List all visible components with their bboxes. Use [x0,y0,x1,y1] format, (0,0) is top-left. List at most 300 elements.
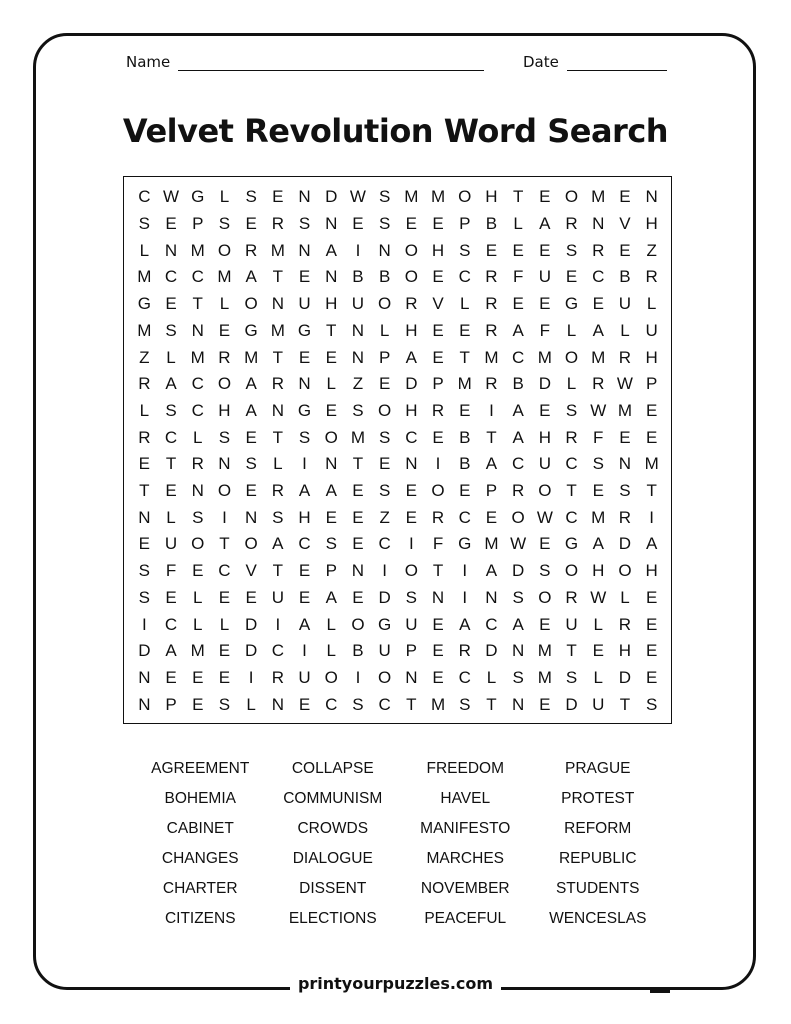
grid-cell[interactable]: O [191,534,205,554]
grid-cell[interactable]: P [645,374,658,394]
grid-cell[interactable]: L [646,294,657,314]
grid-cell[interactable]: U [592,694,605,714]
grid-cell[interactable]: E [405,507,418,527]
grid-cell[interactable]: E [592,481,604,501]
grid-cell[interactable]: T [272,267,284,287]
grid-cell[interactable]: C [164,614,178,634]
grid-cell[interactable]: W [163,187,180,207]
grid-cell[interactable]: Z [379,507,390,527]
grid-cell[interactable]: S [138,214,151,234]
grid-cell[interactable]: M [537,667,552,687]
grid-cell[interactable]: C [512,347,525,367]
grid-cell[interactable]: S [165,320,177,340]
name-line[interactable] [178,58,484,71]
grid-cell[interactable]: N [325,267,338,287]
grid-cell[interactable]: T [459,347,470,367]
grid-cell[interactable]: T [486,427,497,447]
grid-cell[interactable]: F [539,320,551,340]
grid-cell[interactable]: N [351,347,365,367]
grid-cell[interactable]: A [298,481,311,501]
grid-cell[interactable]: A [512,320,524,340]
grid-cell[interactable]: S [512,667,524,687]
grid-cell[interactable]: D [325,187,338,207]
grid-cell[interactable]: U [164,534,178,554]
grid-cell[interactable]: I [248,667,254,687]
grid-cell[interactable]: C [565,454,578,474]
grid-cell[interactable]: B [352,641,364,661]
grid-cell[interactable]: L [620,587,630,607]
grid-cell[interactable]: N [645,187,658,207]
grid-cell[interactable]: F [165,561,177,581]
grid-cell[interactable]: H [405,320,418,340]
grid-cell[interactable]: D [618,667,632,687]
grid-cell[interactable]: E [352,481,364,501]
grid-cell[interactable]: S [138,561,151,581]
grid-cell[interactable]: B [459,454,471,474]
grid-cell[interactable]: G [458,534,472,554]
grid-cell[interactable]: N [485,587,498,607]
grid-cell[interactable]: E [645,667,658,687]
grid-cell[interactable]: E [218,587,231,607]
grid-cell[interactable]: E [192,667,204,687]
grid-cell[interactable]: H [325,294,338,314]
grid-cell[interactable]: A [165,641,177,661]
grid-cell[interactable]: S [352,400,364,420]
grid-cell[interactable]: P [459,214,471,234]
grid-cell[interactable]: N [431,587,445,607]
grid-cell[interactable]: W [536,507,553,527]
grid-cell[interactable]: O [564,187,579,207]
grid-cell[interactable]: E [352,587,364,607]
grid-cell[interactable]: E [352,534,364,554]
grid-cell[interactable]: E [512,240,524,260]
grid-cell[interactable]: H [405,400,418,420]
grid-cell[interactable]: N [325,214,338,234]
grid-cell[interactable]: O [564,347,579,367]
grid-cell[interactable]: L [513,214,523,234]
grid-cell[interactable]: G [297,320,312,340]
grid-cell[interactable]: A [539,214,551,234]
grid-cell[interactable]: W [616,374,633,394]
grid-cell[interactable]: O [538,481,552,501]
grid-cell[interactable]: B [378,267,391,287]
grid-cell[interactable]: N [271,400,284,420]
grid-cell[interactable]: T [272,427,284,447]
grid-cell[interactable]: T [352,454,364,474]
grid-cell[interactable]: S [378,481,391,501]
grid-cell[interactable]: C [191,400,204,420]
grid-cell[interactable]: M [270,240,285,260]
grid-cell[interactable]: C [592,267,605,287]
grid-cell[interactable]: I [462,561,468,581]
grid-cell[interactable]: S [592,454,604,474]
grid-cell[interactable]: R [645,267,658,287]
grid-cell[interactable]: R [271,214,284,234]
grid-cell[interactable]: D [138,641,151,661]
grid-cell[interactable]: W [510,534,527,554]
grid-cell[interactable]: E [272,187,284,207]
grid-cell[interactable]: L [326,641,336,661]
grid-cell[interactable]: T [192,294,203,314]
grid-cell[interactable]: R [592,374,605,394]
grid-cell[interactable]: S [378,187,391,207]
grid-cell[interactable]: R [245,240,258,260]
grid-cell[interactable]: M [644,454,659,474]
grid-cell[interactable]: L [486,667,497,687]
grid-cell[interactable]: D [512,561,525,581]
grid-cell[interactable]: S [352,694,364,714]
grid-cell[interactable]: N [245,507,258,527]
grid-cell[interactable]: U [271,587,284,607]
grid-cell[interactable]: E [512,294,524,314]
grid-cell[interactable]: E [565,267,578,287]
grid-cell[interactable]: E [539,294,551,314]
grid-cell[interactable]: B [619,267,631,287]
grid-cell[interactable]: H [218,400,231,420]
grid-cell[interactable]: O [431,481,445,501]
grid-cell[interactable]: U [538,267,551,287]
grid-cell[interactable]: E [432,667,444,687]
grid-cell[interactable]: A [459,614,471,634]
grid-cell[interactable]: E [298,347,311,367]
grid-cell[interactable]: E [405,481,418,501]
grid-cell[interactable]: N [191,481,204,501]
grid-cell[interactable]: A [592,320,604,340]
grid-cell[interactable]: N [592,214,605,234]
grid-cell[interactable]: E [539,240,551,260]
grid-cell[interactable]: L [193,587,203,607]
grid-cell[interactable]: O [324,667,338,687]
grid-cell[interactable]: F [512,267,524,287]
grid-cell[interactable]: M [537,347,552,367]
grid-cell[interactable]: S [325,534,337,554]
grid-cell[interactable]: U [645,320,658,340]
grid-cell[interactable]: L [219,614,230,634]
grid-cell[interactable]: E [325,507,337,527]
grid-cell[interactable]: S [218,694,231,714]
grid-cell[interactable]: E [165,214,177,234]
grid-cell[interactable]: S [565,667,578,687]
grid-cell[interactable]: M [591,347,606,367]
grid-cell[interactable]: H [645,214,658,234]
grid-cell[interactable]: E [192,694,204,714]
grid-cell[interactable]: D [245,641,258,661]
grid-cell[interactable]: E [218,320,231,340]
grid-cell[interactable]: R [405,294,418,314]
grid-cell[interactable]: M [591,507,606,527]
grid-cell[interactable]: D [538,374,551,394]
grid-cell[interactable]: R [431,400,445,420]
grid-cell[interactable]: O [217,240,232,260]
grid-cell[interactable]: E [645,641,658,661]
grid-cell[interactable]: L [166,507,176,527]
grid-cell[interactable]: R [218,347,231,367]
grid-cell[interactable]: E [459,481,471,501]
grid-cell[interactable]: N [191,320,204,340]
grid-cell[interactable]: E [138,534,151,554]
grid-cell[interactable]: M [484,347,499,367]
grid-cell[interactable]: H [592,561,605,581]
grid-cell[interactable]: T [566,481,577,501]
grid-cell[interactable]: E [539,400,551,420]
grid-cell[interactable]: M [430,187,446,207]
grid-cell[interactable]: L [246,694,256,714]
grid-cell[interactable]: O [404,561,418,581]
grid-cell[interactable]: A [325,481,337,501]
grid-cell[interactable]: C [458,507,471,527]
grid-cell[interactable]: F [432,534,444,554]
grid-cell[interactable]: R [271,481,284,501]
grid-cell[interactable]: O [378,667,392,687]
grid-cell[interactable]: S [245,187,257,207]
grid-cell[interactable]: I [355,667,361,687]
grid-cell[interactable]: N [271,694,284,714]
grid-cell[interactable]: E [165,587,177,607]
grid-cell[interactable]: M [350,427,366,447]
grid-cell[interactable]: E [432,614,444,634]
grid-cell[interactable]: E [192,561,204,581]
grid-cell[interactable]: H [618,641,632,661]
grid-cell[interactable]: G [297,400,312,420]
grid-cell[interactable]: L [139,400,150,420]
grid-cell[interactable]: I [462,587,468,607]
grid-cell[interactable]: I [141,614,147,634]
grid-cell[interactable]: T [326,320,337,340]
grid-cell[interactable]: T [566,641,577,661]
grid-cell[interactable]: R [271,667,284,687]
grid-cell[interactable]: I [435,454,441,474]
grid-cell[interactable]: D [378,587,391,607]
grid-cell[interactable]: O [404,267,418,287]
grid-cell[interactable]: L [566,374,577,394]
grid-cell[interactable]: S [218,214,231,234]
grid-cell[interactable]: H [298,507,311,527]
grid-cell[interactable]: E [619,427,631,447]
grid-cell[interactable]: E [592,641,604,661]
grid-cell[interactable]: O [564,561,579,581]
grid-cell[interactable]: U [351,294,365,314]
grid-cell[interactable]: B [459,427,471,447]
grid-cell[interactable]: S [218,427,231,447]
grid-cell[interactable]: S [378,427,391,447]
grid-cell[interactable]: O [538,587,552,607]
grid-cell[interactable]: S [245,454,257,474]
grid-cell[interactable]: O [404,240,418,260]
grid-cell[interactable]: M [430,694,446,714]
grid-cell[interactable]: U [405,614,418,634]
grid-cell[interactable]: G [564,294,579,314]
grid-cell[interactable]: P [165,694,177,714]
grid-cell[interactable]: E [645,427,658,447]
grid-cell[interactable]: A [325,240,337,260]
grid-cell[interactable]: E [485,507,498,527]
grid-cell[interactable]: R [485,294,498,314]
grid-cell[interactable]: A [645,534,658,554]
grid-cell[interactable]: M [190,240,205,260]
grid-cell[interactable]: E [432,641,444,661]
grid-cell[interactable]: U [538,454,551,474]
grid-cell[interactable]: L [593,667,603,687]
grid-cell[interactable]: N [351,320,365,340]
grid-cell[interactable]: D [485,641,498,661]
grid-cell[interactable]: R [618,614,632,634]
grid-cell[interactable]: R [485,267,498,287]
grid-cell[interactable]: O [458,187,472,207]
grid-cell[interactable]: H [645,561,658,581]
grid-cell[interactable]: S [512,587,524,607]
grid-cell[interactable]: C [405,427,418,447]
grid-cell[interactable]: I [489,400,494,420]
grid-cell[interactable]: E [165,481,177,501]
grid-cell[interactable]: Z [352,374,364,394]
grid-cell[interactable]: M [537,641,552,661]
grid-cell[interactable]: E [432,427,444,447]
grid-cell[interactable]: D [565,694,578,714]
grid-cell[interactable]: C [138,187,151,207]
grid-cell[interactable]: N [405,667,418,687]
grid-cell[interactable]: O [618,561,632,581]
grid-cell[interactable]: S [405,587,418,607]
grid-cell[interactable]: M [457,374,472,394]
grid-cell[interactable]: O [324,427,338,447]
grid-cell[interactable]: T [272,347,284,367]
grid-cell[interactable]: P [405,641,418,661]
grid-cell[interactable]: P [378,347,391,367]
grid-cell[interactable]: A [245,374,257,394]
grid-cell[interactable]: I [649,507,655,527]
grid-cell[interactable]: E [325,400,337,420]
grid-cell[interactable]: O [217,374,232,394]
grid-cell[interactable]: N [218,454,231,474]
grid-cell[interactable]: L [326,374,336,394]
grid-cell[interactable]: R [458,641,471,661]
grid-cell[interactable]: U [298,667,311,687]
grid-cell[interactable]: T [486,694,497,714]
grid-cell[interactable]: U [378,641,391,661]
grid-cell[interactable]: S [459,240,471,260]
grid-cell[interactable]: N [138,667,151,687]
grid-cell[interactable]: R [618,507,632,527]
grid-cell[interactable]: R [191,454,204,474]
grid-cell[interactable]: N [298,240,311,260]
grid-cell[interactable]: G [137,294,151,314]
grid-cell[interactable]: E [245,587,257,607]
grid-cell[interactable]: M [270,320,285,340]
grid-cell[interactable]: E [405,214,418,234]
grid-cell[interactable]: N [618,454,632,474]
grid-cell[interactable]: A [272,534,284,554]
grid-cell[interactable]: E [352,507,364,527]
grid-cell[interactable]: M [617,400,633,420]
grid-cell[interactable]: E [298,267,311,287]
grid-cell[interactable]: P [325,561,337,581]
grid-cell[interactable]: E [645,587,658,607]
grid-cell[interactable]: Z [646,240,657,260]
grid-cell[interactable]: C [485,614,498,634]
grid-cell[interactable]: C [378,534,391,554]
grid-cell[interactable]: I [382,561,388,581]
grid-cell[interactable]: R [565,427,578,447]
grid-cell[interactable]: H [431,240,445,260]
grid-cell[interactable]: L [593,614,603,634]
grid-cell[interactable]: T [219,534,230,554]
grid-cell[interactable]: C [325,694,338,714]
grid-cell[interactable]: L [219,187,230,207]
grid-cell[interactable]: M [137,267,152,287]
grid-cell[interactable]: A [485,454,498,474]
grid-cell[interactable]: N [378,240,391,260]
grid-cell[interactable]: S [298,214,311,234]
grid-cell[interactable]: U [565,614,578,634]
grid-cell[interactable]: R [138,374,151,394]
date-field[interactable] [523,53,667,71]
grid-cell[interactable]: L [219,294,230,314]
grid-cell[interactable]: I [302,641,307,661]
grid-cell[interactable]: A [512,400,524,420]
grid-cell[interactable]: R [618,347,632,367]
grid-cell[interactable]: P [432,374,444,394]
grid-cell[interactable]: E [165,294,177,314]
grid-cell[interactable]: S [539,561,551,581]
grid-cell[interactable]: E [325,347,337,367]
grid-cell[interactable]: R [512,481,525,501]
grid-cell[interactable]: L [566,320,577,340]
grid-cell[interactable]: E [619,187,631,207]
grid-cell[interactable]: H [485,187,498,207]
grid-cell[interactable]: H [538,427,551,447]
grid-cell[interactable]: E [645,614,658,634]
grid-cell[interactable]: E [245,427,257,447]
grid-cell[interactable]: I [355,240,361,260]
grid-cell[interactable]: S [165,400,177,420]
grid-cell[interactable]: C [458,667,471,687]
grid-cell[interactable]: E [539,694,551,714]
grid-cell[interactable]: L [620,320,630,340]
grid-cell[interactable]: B [485,214,498,234]
grid-cell[interactable]: R [485,320,498,340]
grid-cell[interactable]: A [592,534,604,554]
grid-cell[interactable]: L [139,240,150,260]
grid-cell[interactable]: E [432,267,444,287]
grid-cell[interactable]: A [405,347,418,367]
grid-cell[interactable]: C [565,507,578,527]
grid-cell[interactable]: C [164,427,178,447]
grid-cell[interactable]: R [592,240,605,260]
grid-cell[interactable]: P [485,481,498,501]
grid-cell[interactable]: T [512,187,524,207]
grid-cell[interactable]: N [405,454,418,474]
grid-cell[interactable]: A [512,614,524,634]
grid-cell[interactable]: E [298,694,311,714]
grid-cell[interactable]: F [593,427,604,447]
grid-cell[interactable]: H [645,347,658,367]
grid-cell[interactable]: E [245,214,257,234]
grid-cell[interactable]: E [218,641,231,661]
grid-cell[interactable]: N [325,454,338,474]
grid-cell[interactable]: W [349,187,366,207]
grid-cell[interactable]: E [165,667,177,687]
grid-cell[interactable]: E [619,240,631,260]
grid-cell[interactable]: P [192,214,204,234]
grid-cell[interactable]: R [271,374,284,394]
grid-cell[interactable]: M [190,641,205,661]
grid-cell[interactable]: L [379,320,390,340]
grid-cell[interactable]: E [378,374,391,394]
grid-cell[interactable]: R [565,587,578,607]
grid-cell[interactable]: O [378,294,392,314]
grid-cell[interactable]: M [484,534,499,554]
grid-cell[interactable]: L [460,294,470,314]
